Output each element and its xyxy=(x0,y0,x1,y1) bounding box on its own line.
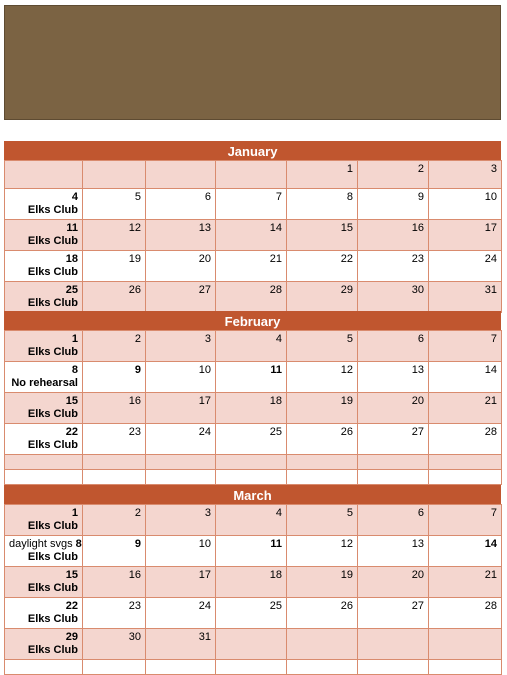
day-cell xyxy=(216,331,287,362)
day-cell xyxy=(358,536,429,567)
day-cell xyxy=(216,161,287,189)
day-cell xyxy=(287,331,358,362)
month-title: February xyxy=(4,311,501,330)
day-number: 1 xyxy=(71,333,78,345)
day-cell xyxy=(287,393,358,424)
day-cell xyxy=(287,220,358,251)
day-cell xyxy=(429,393,502,424)
day-number: 25 xyxy=(269,600,282,612)
day-number: 17 xyxy=(484,222,497,234)
week-row xyxy=(5,282,502,313)
day-cell xyxy=(216,424,287,455)
week-row xyxy=(5,393,502,424)
day-number: 20 xyxy=(411,395,424,407)
day-cell xyxy=(83,567,146,598)
day-cell xyxy=(83,629,146,660)
header-banner xyxy=(4,5,501,120)
day-number: 4 xyxy=(71,191,78,203)
day-number: 26 xyxy=(340,600,353,612)
day-number: 15 xyxy=(340,222,353,234)
day-number: 15 xyxy=(65,569,78,581)
day-number: 7 xyxy=(490,333,497,345)
week-row xyxy=(5,189,502,220)
day-number: 27 xyxy=(411,600,424,612)
day-cell xyxy=(429,161,502,189)
day-note: Elks Club xyxy=(27,582,78,594)
day-cell xyxy=(429,505,502,536)
day-cell xyxy=(83,362,146,393)
day-cell xyxy=(287,161,358,189)
day-cell xyxy=(358,189,429,220)
day-number: 20 xyxy=(411,569,424,581)
week-row xyxy=(5,424,502,455)
day-cell xyxy=(216,455,287,470)
day-note: Elks Club xyxy=(27,408,78,420)
day-cell xyxy=(429,536,502,567)
day-cell xyxy=(83,470,146,485)
day-cell xyxy=(287,505,358,536)
day-cell xyxy=(358,282,429,313)
day-number: 16 xyxy=(128,395,141,407)
day-number: 8 xyxy=(75,538,82,550)
day-number: 6 xyxy=(417,333,424,345)
day-cell xyxy=(429,455,502,470)
day-cell xyxy=(5,470,83,485)
day-number: 17 xyxy=(198,569,211,581)
day-cell xyxy=(146,251,216,282)
day-number: 18 xyxy=(269,395,282,407)
day-number: 11 xyxy=(270,364,282,376)
day-cell xyxy=(287,455,358,470)
day-number: 31 xyxy=(484,284,497,296)
day-cell xyxy=(216,470,287,485)
day-cell xyxy=(5,536,83,567)
day-number: 14 xyxy=(484,538,497,550)
day-cell xyxy=(429,424,502,455)
day-cell xyxy=(216,393,287,424)
week-row xyxy=(5,660,502,675)
day-note: Elks Club xyxy=(27,204,78,216)
day-number: 28 xyxy=(269,284,282,296)
day-number: 3 xyxy=(204,507,211,519)
day-number: 7 xyxy=(275,191,282,203)
day-number: 10 xyxy=(484,191,497,203)
month-grid xyxy=(4,504,502,675)
week-row xyxy=(5,220,502,251)
day-cell xyxy=(287,282,358,313)
week-row xyxy=(5,331,502,362)
day-cell xyxy=(83,505,146,536)
day-cell xyxy=(5,362,83,393)
day-number: 20 xyxy=(198,253,211,265)
day-cell xyxy=(429,629,502,660)
month-2 xyxy=(4,485,501,675)
day-cell xyxy=(5,455,83,470)
day-cell xyxy=(358,424,429,455)
day-number: 7 xyxy=(490,507,497,519)
day-cell xyxy=(429,189,502,220)
day-number: 12 xyxy=(340,538,353,550)
day-number: 24 xyxy=(198,600,211,612)
day-number: 23 xyxy=(411,253,424,265)
day-cell xyxy=(216,536,287,567)
week-row xyxy=(5,598,502,629)
day-cell xyxy=(83,660,146,675)
day-cell xyxy=(5,282,83,313)
day-cell xyxy=(83,393,146,424)
day-cell xyxy=(287,470,358,485)
day-note: Elks Club xyxy=(27,439,78,451)
day-number: 18 xyxy=(65,253,78,265)
day-number: 24 xyxy=(198,426,211,438)
day-cell xyxy=(429,660,502,675)
day-number: 3 xyxy=(490,163,497,175)
day-note: Elks Club xyxy=(27,235,78,247)
day-cell xyxy=(216,567,287,598)
day-note: No rehearsal xyxy=(11,377,78,389)
day-number: 10 xyxy=(198,538,211,550)
day-cell xyxy=(216,282,287,313)
day-cell xyxy=(146,424,216,455)
day-cell xyxy=(83,424,146,455)
day-cell xyxy=(429,282,502,313)
day-number: 18 xyxy=(269,569,282,581)
day-cell xyxy=(83,220,146,251)
day-cell xyxy=(216,251,287,282)
day-number: 25 xyxy=(65,284,78,296)
day-cell xyxy=(146,629,216,660)
day-cell xyxy=(83,331,146,362)
month-title: January xyxy=(4,141,501,160)
day-cell xyxy=(358,393,429,424)
day-number: 21 xyxy=(269,253,282,265)
day-note: Elks Club xyxy=(27,644,78,656)
day-number: 8 xyxy=(71,364,78,376)
day-cell xyxy=(216,189,287,220)
day-cell xyxy=(146,393,216,424)
day-number: 27 xyxy=(411,426,424,438)
day-number: 11 xyxy=(66,222,78,234)
day-cell xyxy=(83,282,146,313)
day-number: 17 xyxy=(198,395,211,407)
day-cell xyxy=(5,161,83,189)
day-cell xyxy=(358,251,429,282)
day-cell xyxy=(287,660,358,675)
day-number: 13 xyxy=(198,222,211,234)
day-cell xyxy=(146,567,216,598)
day-cell xyxy=(358,161,429,189)
day-cell xyxy=(5,189,83,220)
day-number: 6 xyxy=(204,191,211,203)
day-cell xyxy=(146,331,216,362)
day-number: 22 xyxy=(65,600,78,612)
day-number: 23 xyxy=(128,600,141,612)
day-cell xyxy=(358,505,429,536)
day-number: 2 xyxy=(134,333,141,345)
day-cell xyxy=(5,393,83,424)
day-number: 12 xyxy=(340,364,353,376)
day-cell xyxy=(287,536,358,567)
week-row xyxy=(5,567,502,598)
day-cell xyxy=(358,567,429,598)
day-cell xyxy=(287,362,358,393)
day-number: 1 xyxy=(71,507,78,519)
day-cell xyxy=(216,598,287,629)
day-number: 13 xyxy=(411,538,424,550)
day-cell xyxy=(358,331,429,362)
week-row xyxy=(5,536,502,567)
day-prefix-note: daylight svgs xyxy=(9,538,73,550)
day-cell xyxy=(287,567,358,598)
day-number: 1 xyxy=(346,163,353,175)
day-number: 6 xyxy=(417,507,424,519)
day-number: 8 xyxy=(346,191,353,203)
day-number: 16 xyxy=(128,569,141,581)
day-cell xyxy=(146,470,216,485)
day-cell xyxy=(146,660,216,675)
day-cell xyxy=(83,189,146,220)
day-number: 5 xyxy=(346,333,353,345)
day-cell xyxy=(358,470,429,485)
day-cell xyxy=(358,455,429,470)
day-cell xyxy=(83,161,146,189)
day-cell xyxy=(5,424,83,455)
day-cell xyxy=(216,362,287,393)
day-number: 19 xyxy=(128,253,141,265)
day-note: Elks Club xyxy=(27,551,78,563)
day-cell xyxy=(429,470,502,485)
day-cell xyxy=(358,220,429,251)
day-number: 4 xyxy=(275,333,282,345)
day-number: 10 xyxy=(198,364,211,376)
day-cell xyxy=(83,251,146,282)
day-number: 30 xyxy=(411,284,424,296)
month-grid xyxy=(4,330,502,485)
day-number: 26 xyxy=(128,284,141,296)
day-number: 27 xyxy=(198,284,211,296)
day-number: 30 xyxy=(128,631,141,643)
day-cell xyxy=(5,567,83,598)
day-cell xyxy=(287,598,358,629)
day-cell xyxy=(146,455,216,470)
day-cell xyxy=(146,161,216,189)
day-cell xyxy=(5,629,83,660)
day-number: 9 xyxy=(134,364,141,376)
day-cell xyxy=(83,598,146,629)
month-0 xyxy=(4,141,501,313)
day-number: 15 xyxy=(65,395,78,407)
day-cell xyxy=(216,660,287,675)
day-number: 28 xyxy=(484,600,497,612)
day-number: 3 xyxy=(204,333,211,345)
day-cell xyxy=(5,598,83,629)
day-number: 28 xyxy=(484,426,497,438)
day-cell xyxy=(5,331,83,362)
day-cell xyxy=(83,455,146,470)
day-note: Elks Club xyxy=(27,613,78,625)
day-cell xyxy=(287,251,358,282)
week-row xyxy=(5,505,502,536)
day-number: 22 xyxy=(340,253,353,265)
day-cell xyxy=(83,536,146,567)
month-1 xyxy=(4,311,501,485)
day-number: 13 xyxy=(411,364,424,376)
day-number: 21 xyxy=(484,569,497,581)
week-row xyxy=(5,470,502,485)
month-grid xyxy=(4,160,502,313)
day-cell xyxy=(358,629,429,660)
week-row xyxy=(5,455,502,470)
day-cell xyxy=(358,660,429,675)
day-cell xyxy=(146,536,216,567)
day-cell xyxy=(146,189,216,220)
day-cell xyxy=(146,282,216,313)
day-cell xyxy=(5,220,83,251)
day-number: 14 xyxy=(269,222,282,234)
day-note: Elks Club xyxy=(27,346,78,358)
day-number: 9 xyxy=(417,191,424,203)
day-cell xyxy=(429,362,502,393)
day-cell xyxy=(146,598,216,629)
day-number: 25 xyxy=(269,426,282,438)
day-number: 21 xyxy=(484,395,497,407)
day-note: Elks Club xyxy=(27,520,78,532)
day-number: 4 xyxy=(275,507,282,519)
day-cell xyxy=(358,362,429,393)
day-cell xyxy=(5,660,83,675)
day-cell xyxy=(287,424,358,455)
week-row xyxy=(5,161,502,189)
day-number: 31 xyxy=(198,631,211,643)
week-row xyxy=(5,251,502,282)
day-cell xyxy=(287,189,358,220)
day-cell xyxy=(429,220,502,251)
day-number: 12 xyxy=(128,222,141,234)
day-number: 29 xyxy=(65,631,78,643)
day-cell xyxy=(5,251,83,282)
day-number: 2 xyxy=(417,163,424,175)
day-note: Elks Club xyxy=(27,266,78,278)
day-number: 9 xyxy=(134,538,141,550)
day-number: 5 xyxy=(134,191,141,203)
day-number: 23 xyxy=(128,426,141,438)
day-number: 22 xyxy=(65,426,78,438)
day-cell xyxy=(5,505,83,536)
day-number: 29 xyxy=(340,284,353,296)
day-cell xyxy=(216,505,287,536)
day-number: 24 xyxy=(484,253,497,265)
day-number: 5 xyxy=(346,507,353,519)
day-cell xyxy=(429,251,502,282)
day-note: Elks Club xyxy=(27,297,78,309)
week-row xyxy=(5,362,502,393)
day-cell xyxy=(287,629,358,660)
day-number: 14 xyxy=(484,364,497,376)
day-cell xyxy=(146,362,216,393)
week-row xyxy=(5,629,502,660)
day-number: 16 xyxy=(411,222,424,234)
day-cell xyxy=(429,331,502,362)
month-title: March xyxy=(4,485,501,504)
day-cell xyxy=(429,567,502,598)
day-number: 26 xyxy=(340,426,353,438)
day-cell xyxy=(216,629,287,660)
day-cell xyxy=(146,220,216,251)
day-number: 11 xyxy=(270,538,282,550)
day-cell xyxy=(216,220,287,251)
day-cell xyxy=(358,598,429,629)
day-number: 19 xyxy=(340,569,353,581)
day-number: 19 xyxy=(340,395,353,407)
day-number: 2 xyxy=(134,507,141,519)
day-cell xyxy=(146,505,216,536)
day-cell xyxy=(429,598,502,629)
